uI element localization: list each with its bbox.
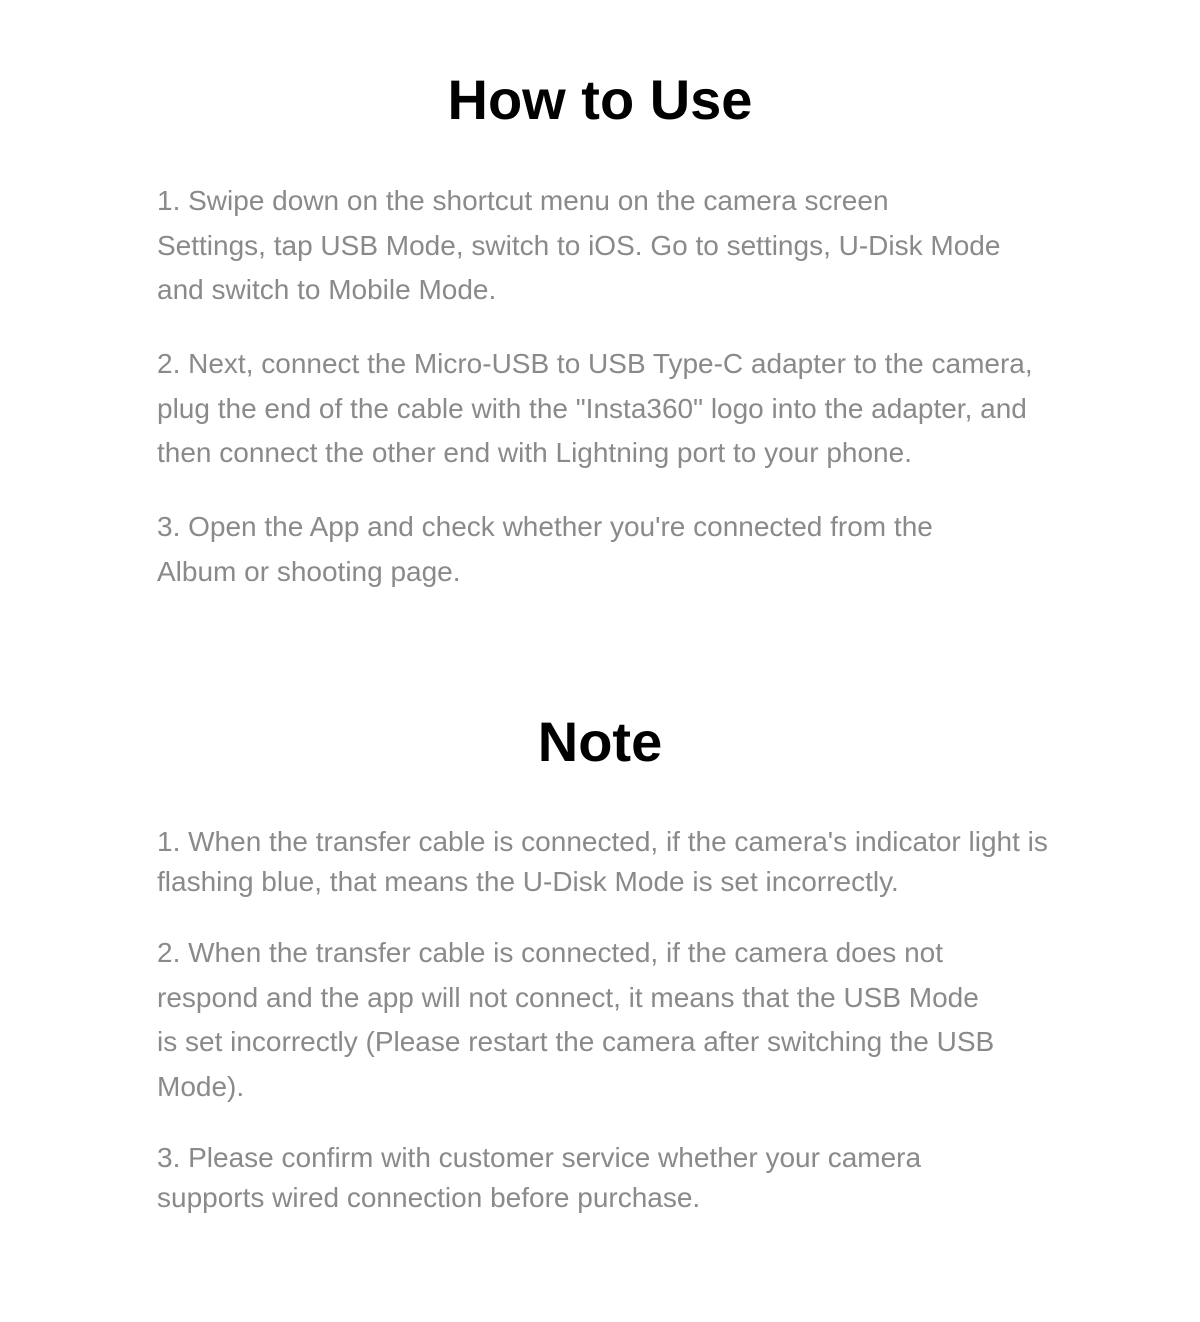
note-item: 2. When the transfer cable is connected, if the camera does not respond and the app will not connect, it means that the USB Mode is set incorrectly (Please restart the camera after switching the USB Mode). (157, 937, 995, 1102)
how-to-use-step: 2. Next, connect the Micro-USB to USB Type-C adapter to the camera, plug the end of the cable with the "Insta360" logo into the adapter, and then connect the other end with Lightning port to your phone. (157, 348, 1033, 468)
how-to-use-heading: How to Use (447, 68, 753, 131)
how-to-use-step: 1. Swipe down on the shortcut menu on the camera screen Settings, tap USB Mode, switch to iOS. Go to settings, U-Disk Mode and switch to Mobile Mode. (157, 185, 1001, 305)
how-to-use-step: 3. Open the App and check whether you're connected from the Album or shooting page. (157, 511, 933, 587)
note-item: 1. When the transfer cable is connected, if the camera's indicator light is flashing blue, that means the U-Disk Mode is set incorrectly. (157, 826, 1048, 897)
note-item: 3. Please confirm with customer service whether your camera supports wired connection before purchase. (157, 1142, 922, 1213)
note-heading: Note (537, 710, 663, 773)
